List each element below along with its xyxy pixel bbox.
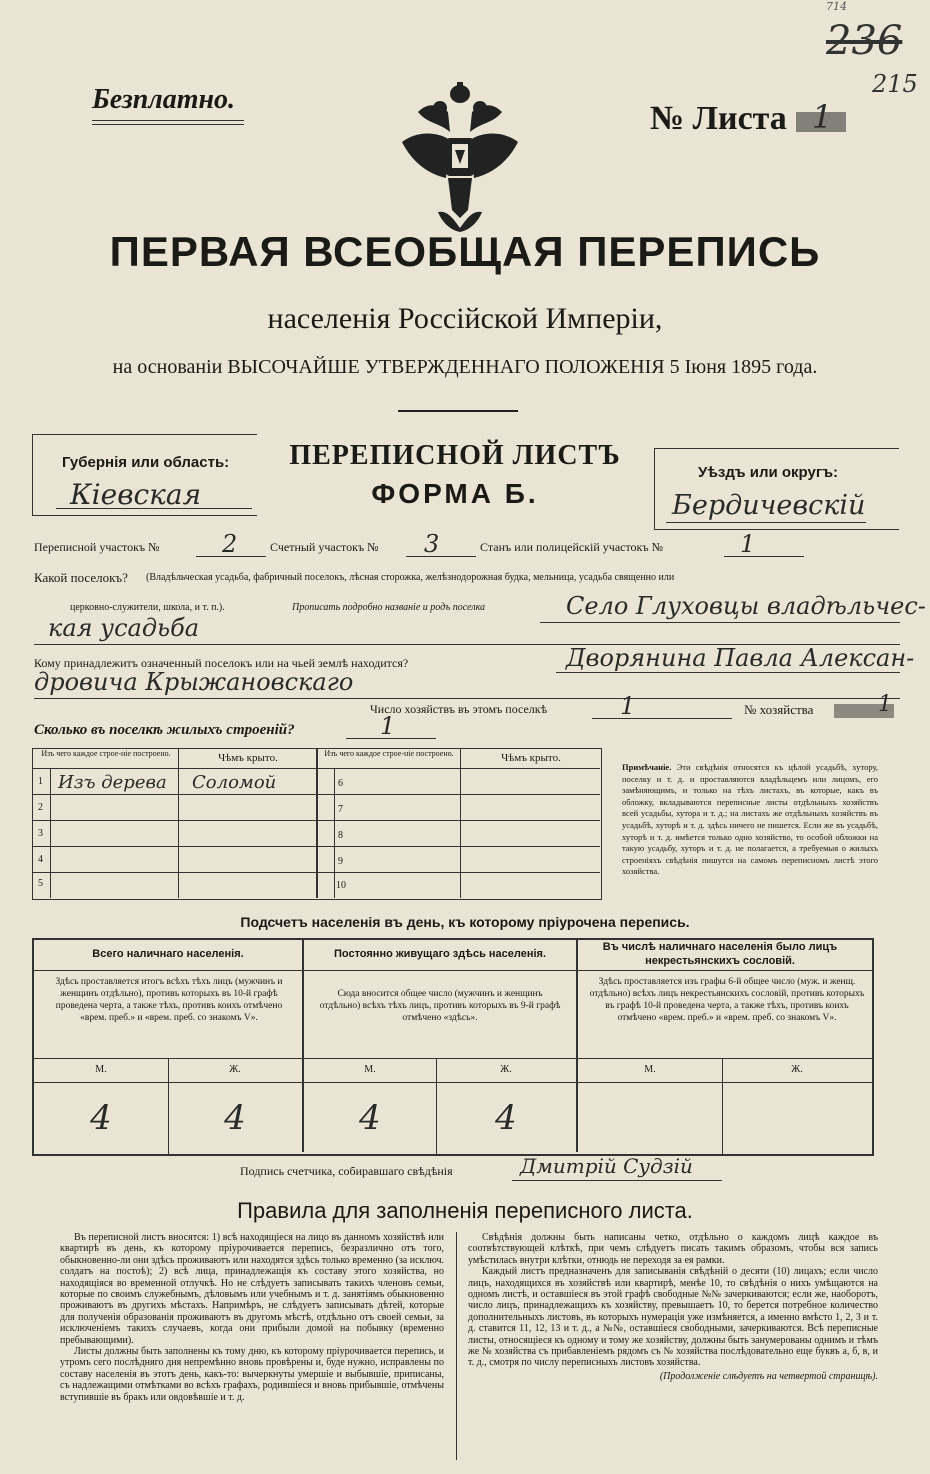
col1-head: Всего наличнаго населенія. xyxy=(92,948,244,960)
row-num-5: 5 xyxy=(38,878,43,889)
rules-right-2: Каждый листъ предназначенъ для записыванія свѣдѣній о десяти (10) лицахъ; если число лицъ, находящихся въ хозяйствѣ или квартирѣ, менѣе 10, то свѣдѣнія о нихъ умѣщаются на одномъ листѣ, и оставшіеся въ этой графѣ свободные №№ зачеркиваются; если же, наоборотъ, число лицъ, принадлежащихъ къ хозяйству, превышаетъ 10, то берется потребное количество дополнительныхъ листовъ, въ которыхъ нумерація уже измѣняется, а именно вмѣсто 1, 2, 3 и т. д. ставится 11, 12, 13 и т. д., а №№, оставшіеся свободными, зачеркиваются. Всѣ переписные листы, относящіеся къ одному и тому же хозяйству, должны быть занумерованы однимъ и тѣмъ же № хозяйства съ прибавленіемъ рядомъ съ № хозяйства послѣдовательно еще буквъ а, б, в, и т. д., смотря по числу переписныхъ листовъ хозяйства. xyxy=(468,1266,878,1369)
household-no-label: № хозяйства xyxy=(744,702,814,717)
gubernia-value: Кіевская xyxy=(70,478,202,511)
count-area-label: Счетный участокъ № xyxy=(270,540,379,554)
row-num-4: 4 xyxy=(38,854,43,865)
rules-right xyxy=(468,1232,878,1382)
rules-left-1: Въ переписной листъ вносятся: 1) всѣ находящіеся на лицо въ данномъ хозяйствѣ или квартирѣ въ день, къ которому пріурочивается перепись, безразлично отъ того, обыкновенно-ли они здѣсь проживаютъ или находятся здѣсь только временно (за исключ. солдатъ на постоѣ); 2) всѣ лица, принадлежащія къ составу этого хозяйства, но находящіяся во временной отлучкѣ. Но не слѣдуетъ записывать такихъ членовъ семьи, которые по своимъ служебнымъ, дѣловымъ или учебнымъ и т. д. занятіямъ обыкновенно проживаютъ въ другихъ мѣстахъ. Напримѣръ, не слѣдуетъ записывать дѣтей, которые для полученія образованія проживаютъ въ другомъ мѣстѣ, отдѣльно отъ своей семьи, за исключеніемъ такихъ случаевъ, когда они прибыли домой на побывку (временно пребывающими). xyxy=(60,1232,444,1346)
settlement-label: Какой поселокъ? xyxy=(34,570,128,585)
settlement-value-1: Село Глуховцы владѣльчес- xyxy=(566,592,926,620)
col1-m: М. xyxy=(95,1064,107,1075)
row-num-8: 8 xyxy=(338,830,343,841)
col1-f: Ж. xyxy=(229,1064,241,1075)
buildings-value: 1 xyxy=(380,712,396,740)
col2-text: Сюда вносится общее число (мужчинъ и женщинъ отдѣльно) всѣхъ тѣхъ лицъ, противъ которыхъ въ 9-й графѣ отмѣчено «здѣсь». xyxy=(319,989,561,1023)
form-title: ФОРМА Б. xyxy=(371,478,539,509)
total-m-value: 4 xyxy=(90,1098,112,1138)
col2-head: Постоянно живущаго здѣсь населенія. xyxy=(333,948,547,960)
row-1-roof: Соломой xyxy=(192,772,277,793)
household-no-blot xyxy=(834,704,894,718)
perm-m-value: 4 xyxy=(359,1098,381,1138)
row-1-material: Изъ дерева xyxy=(58,772,167,793)
sheet-title: ПЕРЕПИСНОЙ ЛИСТЪ xyxy=(289,440,621,471)
perm-f-value: 4 xyxy=(495,1098,517,1138)
archive-page-number: 236 xyxy=(826,18,903,64)
settlement-value-2: кая усадьба xyxy=(48,614,200,642)
row-num-9: 9 xyxy=(338,856,343,867)
col3-f: Ж. xyxy=(791,1064,803,1075)
row-num-1: 1 xyxy=(38,776,43,787)
sheet-no-label: № Листа xyxy=(650,100,787,137)
col-roof-right: Чѣмъ крыто. xyxy=(501,752,561,764)
total-f-value: 4 xyxy=(224,1098,246,1138)
owner-value-2: дровича Крыжановскаго xyxy=(34,668,354,696)
signature-value: Дмитрій Судзій xyxy=(520,1154,693,1178)
col3-m: М. xyxy=(644,1064,656,1075)
rules-left-2: Листы должны быть заполнены къ тому дню, къ которому пріурочивается перепись, и утромъ сего послѣдняго дня непремѣнно вновь провѣрены и, буде нужно, исправлены по составу населенія въ этотъ день, какъ-то: вычеркнуты умершіе и выбывшіе, приписаны, съ надлежащими отмѣтками во всѣхъ графахъ, родившіеся и вновь прибывшіе, отмѣчены вступившіе въ бракъ или овдовѣвшіе и т. д. xyxy=(60,1346,444,1403)
households-value: 1 xyxy=(620,692,636,720)
sheet-no-blot xyxy=(796,112,846,132)
archive-page-number-alt: 215 xyxy=(872,70,918,98)
col3-text: Здѣсь проставляется изъ графы 6-й общее число (муж. и женщ. отдѣльно) всѣхъ лицъ некрестьянскихъ сословій, противъ которыхъ въ графѣ 10-й проведена черта, а также тѣхъ, противъ коихъ отмѣчено «врем. преб.» и «врем. преб. со знакомъ V». xyxy=(589,977,865,1023)
row-num-7: 7 xyxy=(338,804,343,815)
row-num-10: 10 xyxy=(336,880,346,891)
rules-title: Правила для заполненія переписного листа. xyxy=(237,1198,693,1223)
note-text: Эти свѣдѣнія относятся къ цѣлой усадьбѣ, хутору, поселку и т. д. и проставляются владѣльцемъ или лицомъ, его замѣняющимъ, и только на тѣхъ листахъ, въ которые, какъ въ обложку, вкладываются переписные листы отдѣльныхъ хозяйствъ всей усадьбы, хутора и т. д.; на листахъ же отдѣльныхъ хозяйствъ въ усадьбѣ, хуторѣ и т. д. здѣсь ничего не пишется. Если же въ усадьбѣ, хуторѣ и т. д. имѣется только одно хозяйство, то особой обложки на такую усадьбу, хуторъ и т. д. не полагается, а требуемыя о жилыхъ строеніяхъ свѣдѣнія пишутся на самомъ переписномъ листѣ этого хозяйства. xyxy=(622,762,879,877)
col1-text: Здѣсь проставляется итогъ всѣхъ тѣхъ лицъ (мужчинъ и женщинъ отдѣльно), противъ которыхъ въ 10-й графѣ проведена черта, а также тѣхъ, противъ коихъ отмѣчено «врем. преб.» и «врем. преб. со знакомъ V». xyxy=(55,977,283,1023)
census-area-label: Переписной участокъ № xyxy=(34,540,160,554)
buildings-label: Сколько въ поселкѣ жилыхъ строеній? xyxy=(34,722,295,738)
col-material-right: Изъ чего каждое строе-ніе построено. xyxy=(324,749,454,758)
census-title: ПЕРВАЯ ВСЕОБЩАЯ ПЕРЕПИСЬ xyxy=(109,228,821,275)
owner-label: Кому принадлежитъ означенный поселокъ или на чьей землѣ находится? xyxy=(34,656,409,670)
census-basis: на основаніи ВЫСОЧАЙШЕ УТВЕРЖДЕННАГО ПОЛОЖЕНІЯ 5 Іюня 1895 года. xyxy=(112,356,818,378)
count-area-value: 3 xyxy=(424,530,440,558)
col2-f: Ж. xyxy=(500,1064,512,1075)
stan-value: 1 xyxy=(740,530,756,558)
settlement-hint-2: церковно-служители, школа, и т. п.). xyxy=(70,602,225,613)
col2-m: М. xyxy=(364,1064,376,1075)
settlement-hint-1: (Владѣльческая усадьба, фабричный поселокъ, лѣсная сторожка, желѣзнодорожная будка, мельница, усадьба священно или xyxy=(146,572,675,583)
col-roof-left: Чѣмъ крыто. xyxy=(218,752,278,764)
col3-head: Въ числѣ наличнаго населенія было лицъ некрестьянскихъ сословій. xyxy=(602,941,838,967)
free-label: Безплатно. xyxy=(92,84,236,115)
households-label: Число хозяйствъ въ этомъ поселкѣ xyxy=(370,702,548,716)
uezd-value: Бердичевскій xyxy=(672,490,866,521)
stan-label: Станъ или полицейскій участокъ № xyxy=(480,540,664,554)
gubernia-label: Губернія или область: xyxy=(62,454,230,471)
archive-mark-top: 714 xyxy=(826,0,847,13)
col-material-left: Изъ чего каждое строе-ніе построено. xyxy=(41,749,171,758)
note-title: Примѣчаніе. xyxy=(622,762,672,772)
owner-value-1: Дворянина Павла Алексан- xyxy=(566,644,915,672)
row-num-6: 6 xyxy=(338,778,343,789)
rules-left xyxy=(60,1232,444,1403)
population-title: Подсчетъ населенія въ день, къ которому пріурочена перепись. xyxy=(240,914,690,930)
rules-right-1: Свѣдѣнія должны быть написаны четко, отдѣльно о каждомъ лицѣ каждое въ соотвѣтствующей клѣткѣ, при чемъ слѣдуетъ писать такимъ образомъ, чтобы вся запись умѣстилась внутри клѣтки, отнюдь не переходя за ея рамки. xyxy=(468,1232,878,1266)
signature-label: Подпись счетчика, собиравшаго свѣдѣнія xyxy=(240,1164,453,1178)
rules-continued: (Продолженіе слѣдуетъ на четвертой страницѣ). xyxy=(659,1370,878,1382)
uezd-label: Уѣздъ или округъ: xyxy=(698,464,839,481)
double-headed-eagle-emblem xyxy=(398,82,522,232)
row-num-3: 3 xyxy=(38,828,43,839)
settlement-hint-3: Прописать подробно названіе и родъ поселка xyxy=(292,602,486,613)
census-area-value: 2 xyxy=(222,530,238,558)
row-num-2: 2 xyxy=(38,802,43,813)
census-subtitle: населенія Россійской Имперіи, xyxy=(267,302,663,335)
note-block xyxy=(622,762,878,878)
